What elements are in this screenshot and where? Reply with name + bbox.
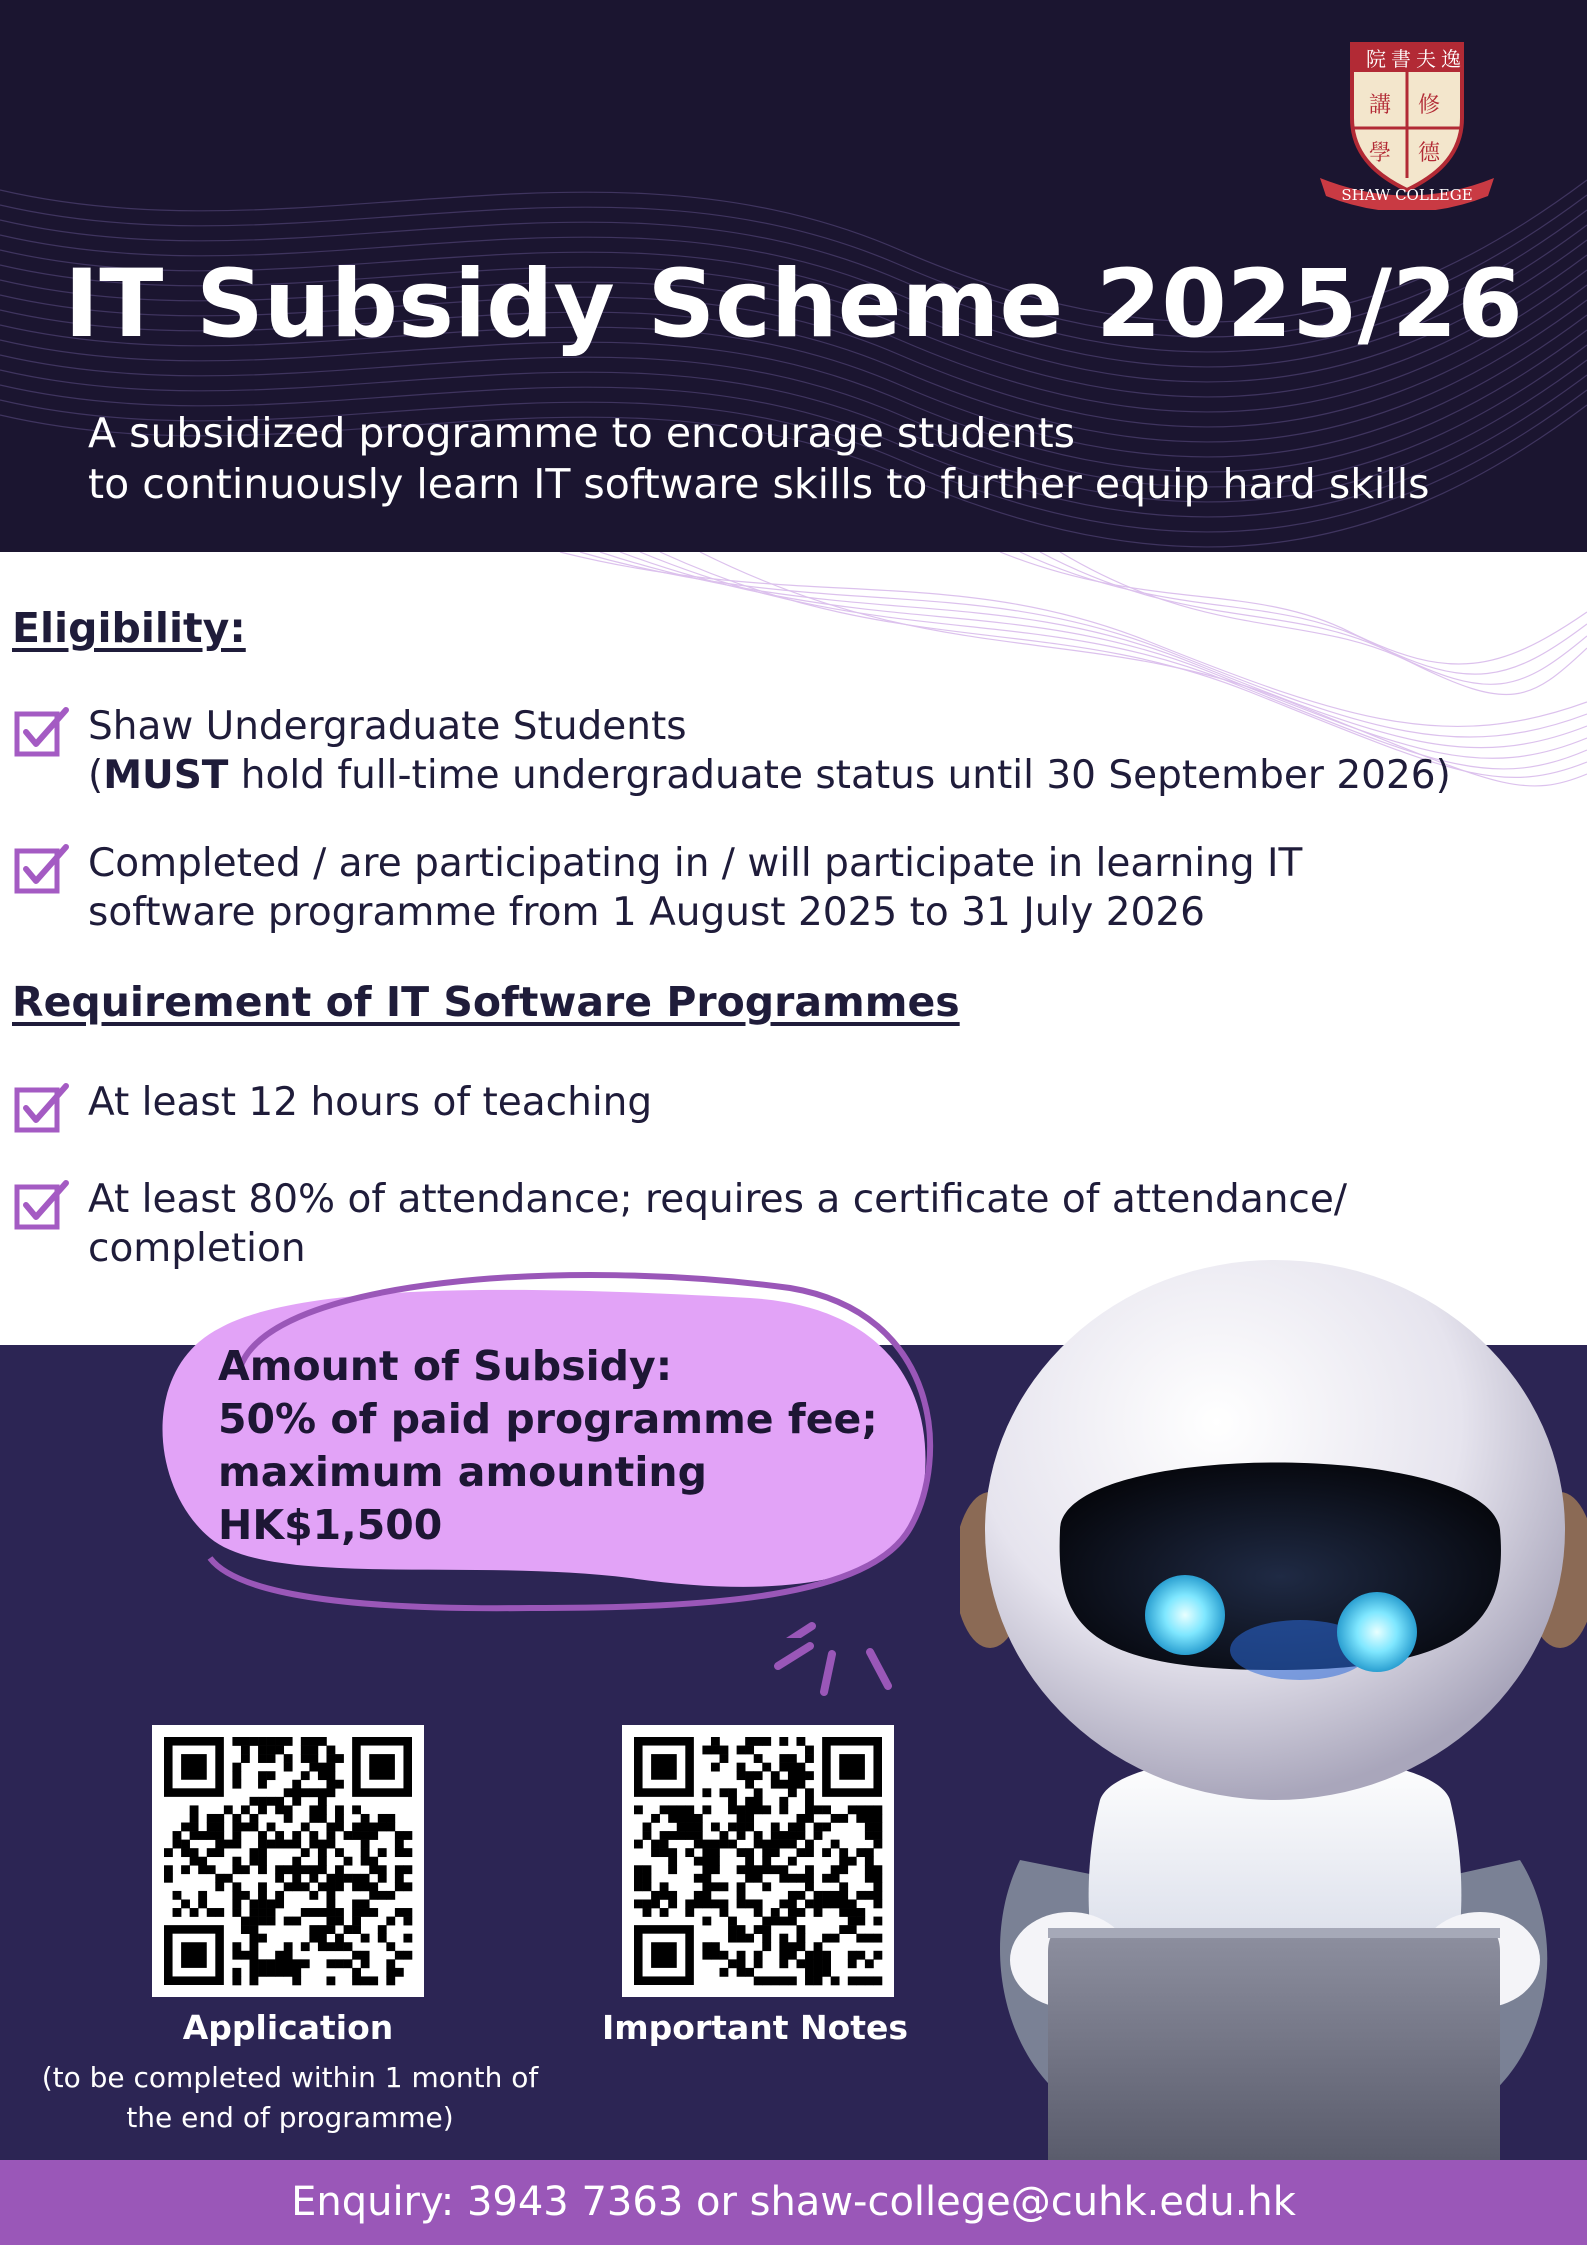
robot-with-laptop-illustration xyxy=(960,1240,1587,2160)
bubble-burst-lines xyxy=(760,1630,910,1700)
important-notes-qr-code[interactable] xyxy=(622,1725,894,1997)
application-label: Application xyxy=(182,2008,394,2047)
checkbox-checked-icon xyxy=(14,706,74,758)
crest-char-5: 修 xyxy=(1418,93,1441,118)
must-emphasis: MUST xyxy=(103,753,229,798)
crest-char-0: 院 xyxy=(1366,47,1386,71)
subsidy-line-4: HK$1,500 xyxy=(218,1501,443,1549)
requirements-heading: Requirement of IT Software Programmes xyxy=(12,978,960,1026)
enquiry-contact[interactable]: Enquiry: 3943 7363 or shaw-college@cuhk.edu.hk xyxy=(291,2179,1296,2225)
application-note-line-2: the end of programme) xyxy=(126,2101,454,2134)
crest-banner-text: SHAW COLLEGE xyxy=(1341,186,1473,204)
header-banner xyxy=(0,0,1587,552)
subtitle xyxy=(88,408,1429,510)
crest-char-2: 夫 xyxy=(1416,47,1436,71)
important-notes-label: Important Notes xyxy=(601,2008,909,2047)
requirement-item-2-line-1: At least 80% of attendance; requires a certificate of attendance/ xyxy=(88,1177,1348,1222)
eligibility-item-2-line-1: Completed / are participating in / will participate in learning IT xyxy=(88,841,1303,886)
subsidy-amount-text xyxy=(218,1340,878,1552)
footer-bar xyxy=(0,2160,1587,2245)
subtitle-line-2: to continuously learn IT software skills to further equip hard skills xyxy=(88,460,1430,508)
subtitle-line-1: A subsidized programme to encourage students xyxy=(88,409,1076,457)
application-note xyxy=(0,2058,580,2138)
eligibility-heading: Eligibility: xyxy=(12,604,246,652)
subsidy-line-2: 50% of paid programme fee; xyxy=(218,1395,878,1443)
shaw-college-crest-logo xyxy=(1312,38,1502,210)
qr-code-graphic xyxy=(622,1725,894,1997)
eligibility-item-1-line-1: Shaw Undergraduate Students xyxy=(88,704,687,749)
requirement-item-1-line-1: At least 12 hours of teaching xyxy=(88,1080,653,1125)
subsidy-line-3: maximum amounting xyxy=(218,1448,707,1496)
eligibility-item-1-line-2: (MUST hold full-time undergraduate status until 30 September 2026) xyxy=(88,753,1451,798)
crest-char-1: 書 xyxy=(1391,47,1411,71)
crest-char-7: 德 xyxy=(1418,141,1441,166)
crest-char-6: 學 xyxy=(1369,141,1392,166)
requirement-item-2-line-2: completion xyxy=(88,1226,306,1271)
qr-code-graphic xyxy=(152,1725,424,1997)
checkbox-checked-icon xyxy=(14,1082,74,1134)
eligibility-item-2-line-2: software programme from 1 August 2025 to 31 July 2026 xyxy=(88,890,1205,935)
application-qr-code[interactable] xyxy=(152,1725,424,1997)
crest-char-3: 逸 xyxy=(1441,47,1461,71)
checkbox-checked-icon xyxy=(14,843,74,895)
page-title: IT Subsidy Scheme 2025/26 xyxy=(64,250,1523,359)
checkbox-checked-icon xyxy=(14,1179,74,1231)
application-note-line-1: (to be completed within 1 month of xyxy=(41,2061,539,2094)
subsidy-line-1: Amount of Subsidy: xyxy=(218,1342,673,1390)
crest-char-4: 講 xyxy=(1369,93,1392,118)
